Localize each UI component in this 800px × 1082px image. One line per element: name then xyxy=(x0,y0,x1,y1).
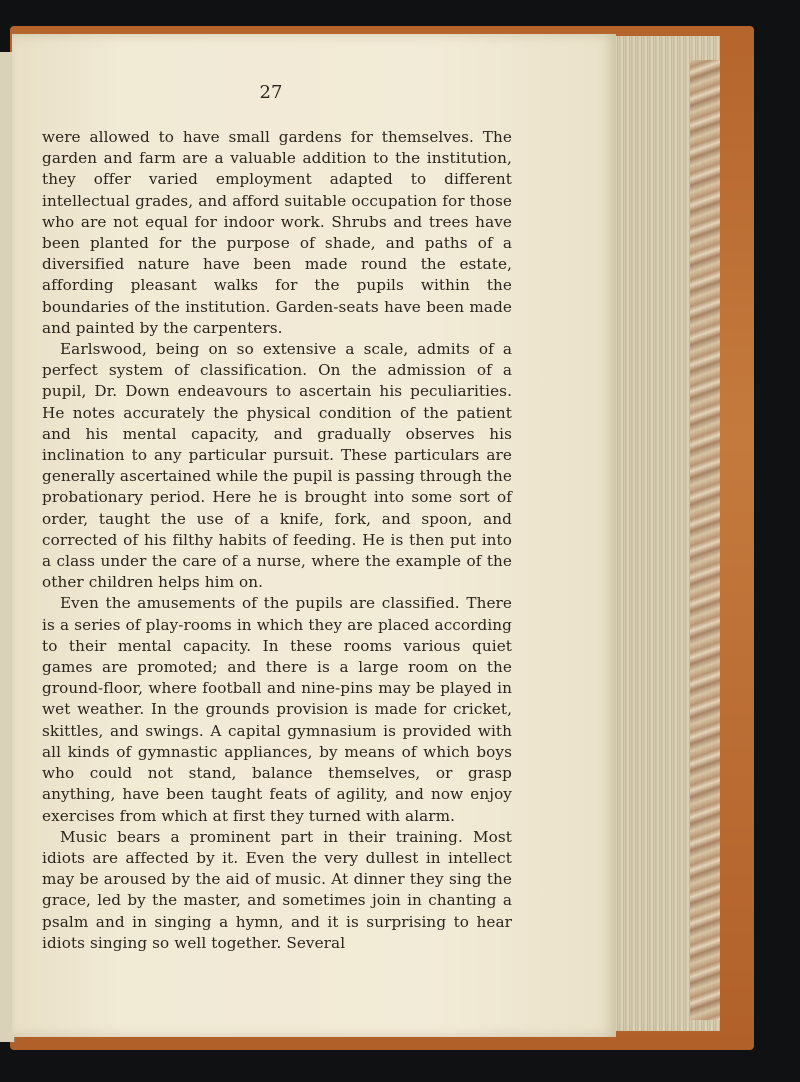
paragraph: Earlswood, being on so extensive a scale, admits of a perfect system of classification. On the admission of a pupil, Dr. Down endeavours to ascertain his peculiarities. He notes accurately the physical condition of the patient and his mental capacity, and gradually observes his inclination to any particular pursuit. These particulars are generally ascertained while the pupil is passing through the probationary period. Here he is brought into some sort of order, taught the use of a knife, fork, and spoon, and corrected of his filthy habits of feeding. He is then put into a class under the care of a nurse, where the example of the other children helps him on. xyxy=(42,340,512,592)
paragraph: were allowed to have small gardens for themselves. The garden and farm are a valuable addition to the institution, they offer varied employment adapted to different intellectual grades, and afford suitable occupation for those who are not equal for indoor work. Shrubs and trees have been planted for the purpose of shade, and paths of a diversified nature have been made round the estate, affording pleasant walks for the pupils within the boundaries of the institution. Garden-seats have been made and painted by the carpenters. xyxy=(42,128,512,337)
paragraph: Music bears a prominent part in their training. Most idiots are affected by it. Even the very dullest in intellect may be aroused by the aid of music. At dinner they sing the grace, led by the master, and sometimes join in chanting a psalm and in singing a hymn, and it is surprising to hear idiots singing so well together. Several xyxy=(42,827,512,952)
marbled-endpaper xyxy=(690,60,720,1020)
page-number: 27 xyxy=(259,82,283,103)
page-body-text xyxy=(42,127,512,954)
paragraph: Even the amusements of the pupils are classified. There is a series of play-rooms in which they are placed according to their mental capacity. In these rooms various quiet games are promoted; and there is a large room on the ground-floor, where football and nine-pins may be played in wet weather. In the grounds provision is made for cricket, skittles, and swings. A capital gymnasium is provided with all kinds of gymnastic appliances, by means of which boys who could not stand, balance themselves, or grasp anything, have been taught feats of agility, and now enjoy exercises from which at first they turned with alarm. xyxy=(42,594,512,825)
